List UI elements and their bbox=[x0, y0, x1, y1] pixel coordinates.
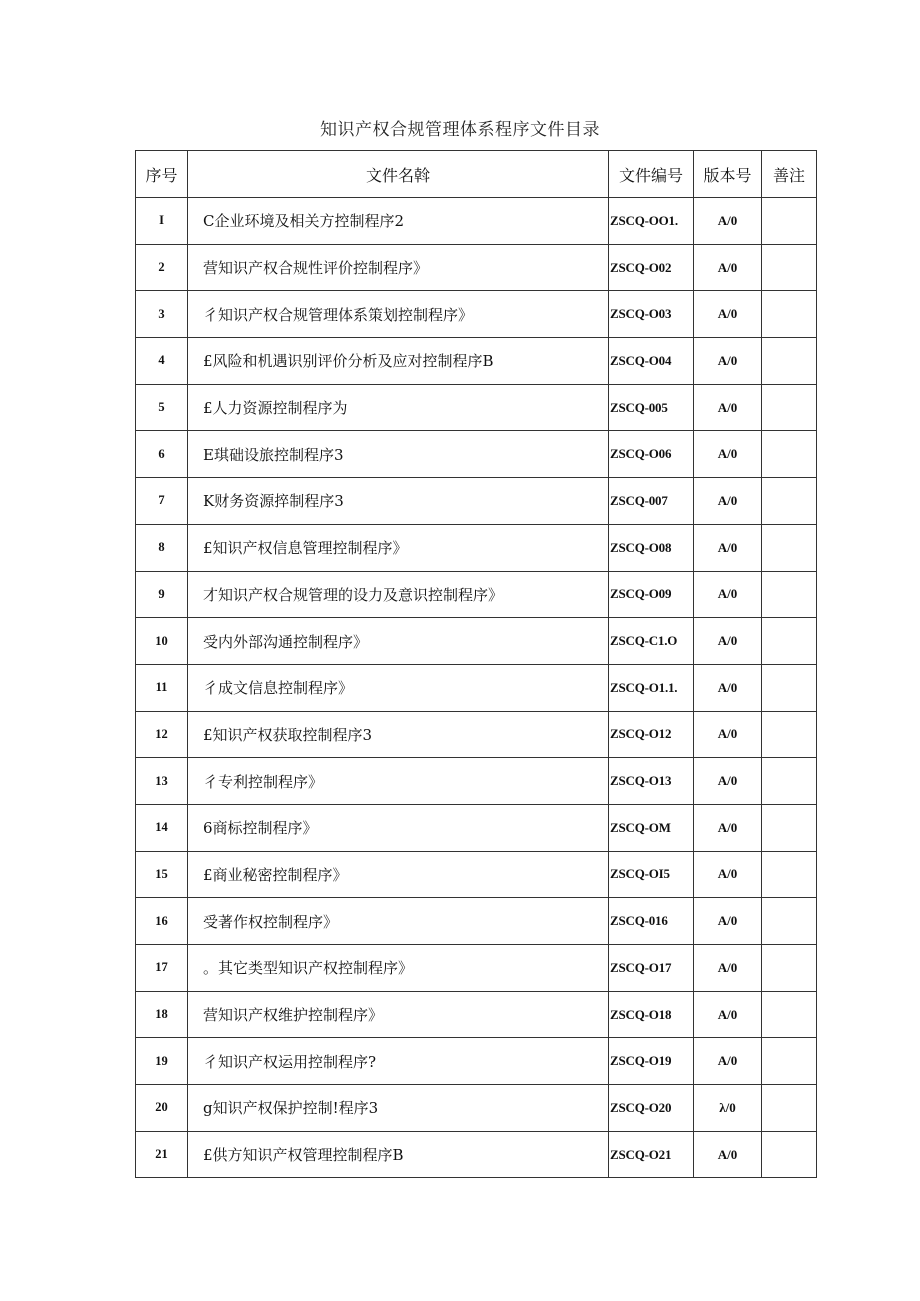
cell-seq: 6 bbox=[136, 431, 188, 478]
cell-seq: 2 bbox=[136, 244, 188, 291]
cell-code: ZSCQ-OO1. bbox=[609, 198, 694, 245]
cell-note bbox=[762, 338, 817, 385]
header-code: 文件编号 bbox=[609, 151, 694, 198]
cell-code: ZSCQ-O13 bbox=[609, 758, 694, 805]
table-row bbox=[136, 758, 817, 805]
table-body bbox=[136, 198, 817, 1178]
cell-name: K财务资源捽制程序3 bbox=[188, 478, 609, 525]
cell-version: A/0 bbox=[694, 291, 762, 338]
table-row bbox=[136, 1131, 817, 1178]
cell-name: £人力资源控制程序为 bbox=[188, 384, 609, 431]
cell-note bbox=[762, 384, 817, 431]
cell-code: ZSCQ-OI5 bbox=[609, 851, 694, 898]
cell-version: λ/0 bbox=[694, 1085, 762, 1132]
cell-note bbox=[762, 711, 817, 758]
cell-note bbox=[762, 1131, 817, 1178]
cell-code: ZSCQ-O12 bbox=[609, 711, 694, 758]
cell-version: A/0 bbox=[694, 711, 762, 758]
cell-seq: 14 bbox=[136, 804, 188, 851]
cell-seq: 17 bbox=[136, 945, 188, 992]
cell-code: ZSCQ-C1.O bbox=[609, 618, 694, 665]
cell-code: ZSCQ-O08 bbox=[609, 524, 694, 571]
cell-seq: 4 bbox=[136, 338, 188, 385]
cell-seq: 5 bbox=[136, 384, 188, 431]
cell-version: A/0 bbox=[694, 571, 762, 618]
cell-name: 营知识产权合规性评价控制程序》 bbox=[188, 244, 609, 291]
cell-seq: I bbox=[136, 198, 188, 245]
header-note: 善注 bbox=[762, 151, 817, 198]
cell-version: A/0 bbox=[694, 524, 762, 571]
table-row bbox=[136, 898, 817, 945]
cell-name: £知识产权获取控制程序3 bbox=[188, 711, 609, 758]
cell-name: 6商标控制程序》 bbox=[188, 804, 609, 851]
cell-note bbox=[762, 1085, 817, 1132]
cell-seq: 7 bbox=[136, 478, 188, 525]
table-row bbox=[136, 244, 817, 291]
cell-code: ZSCQ-OM bbox=[609, 804, 694, 851]
cell-name: 彳专利控制程序》 bbox=[188, 758, 609, 805]
table-row bbox=[136, 991, 817, 1038]
cell-version: A/0 bbox=[694, 384, 762, 431]
cell-code: ZSCQ-O06 bbox=[609, 431, 694, 478]
cell-note bbox=[762, 524, 817, 571]
header-name: 文件名斡 bbox=[188, 151, 609, 198]
cell-seq: 18 bbox=[136, 991, 188, 1038]
cell-code: ZSCQ-O02 bbox=[609, 244, 694, 291]
cell-note bbox=[762, 664, 817, 711]
cell-note bbox=[762, 618, 817, 665]
table-row bbox=[136, 1038, 817, 1085]
cell-note bbox=[762, 1038, 817, 1085]
cell-name: £供方知识产权管理控制程序B bbox=[188, 1131, 609, 1178]
cell-seq: 8 bbox=[136, 524, 188, 571]
header-seq: 序号 bbox=[136, 151, 188, 198]
cell-name: £商业秘密控制程序》 bbox=[188, 851, 609, 898]
table-row bbox=[136, 711, 817, 758]
cell-code: ZSCQ-007 bbox=[609, 478, 694, 525]
cell-code: ZSCQ-O19 bbox=[609, 1038, 694, 1085]
cell-name: £风险和机遇识别评价分析及应对控制程序B bbox=[188, 338, 609, 385]
cell-name: £知识产权信息管理控制程序》 bbox=[188, 524, 609, 571]
cell-name: 受著作权控制程序》 bbox=[188, 898, 609, 945]
cell-version: A/0 bbox=[694, 618, 762, 665]
cell-name: C企业环境及相关方控制程序2 bbox=[188, 198, 609, 245]
cell-code: ZSCQ-O04 bbox=[609, 338, 694, 385]
cell-seq: 11 bbox=[136, 664, 188, 711]
cell-name: 营知识产权维护控制程序》 bbox=[188, 991, 609, 1038]
cell-name: g知识产权保护控制!程序3 bbox=[188, 1085, 609, 1132]
cell-note bbox=[762, 478, 817, 525]
table-header-row bbox=[136, 151, 817, 198]
cell-note bbox=[762, 758, 817, 805]
cell-name: 受内外部沟通控制程序》 bbox=[188, 618, 609, 665]
cell-version: A/0 bbox=[694, 758, 762, 805]
cell-code: ZSCQ-O18 bbox=[609, 991, 694, 1038]
cell-version: A/0 bbox=[694, 1038, 762, 1085]
cell-note bbox=[762, 431, 817, 478]
cell-version: A/0 bbox=[694, 244, 762, 291]
table-row bbox=[136, 1085, 817, 1132]
cell-code: ZSCQ-O03 bbox=[609, 291, 694, 338]
table-row bbox=[136, 571, 817, 618]
cell-note bbox=[762, 571, 817, 618]
cell-code: ZSCQ-O1.1. bbox=[609, 664, 694, 711]
table-row bbox=[136, 198, 817, 245]
cell-name: 彳知识产权合规管理体系策划控制程序》 bbox=[188, 291, 609, 338]
cell-name: E琪础设旅控制程序3 bbox=[188, 431, 609, 478]
document-catalog-table bbox=[135, 150, 817, 1178]
cell-version: A/0 bbox=[694, 1131, 762, 1178]
cell-version: A/0 bbox=[694, 991, 762, 1038]
cell-note bbox=[762, 991, 817, 1038]
cell-version: A/0 bbox=[694, 804, 762, 851]
table-row bbox=[136, 291, 817, 338]
cell-note bbox=[762, 198, 817, 245]
table-row bbox=[136, 478, 817, 525]
cell-code: ZSCQ-O20 bbox=[609, 1085, 694, 1132]
cell-version: A/0 bbox=[694, 945, 762, 992]
cell-note bbox=[762, 244, 817, 291]
cell-code: ZSCQ-O09 bbox=[609, 571, 694, 618]
cell-seq: 9 bbox=[136, 571, 188, 618]
cell-version: A/0 bbox=[694, 478, 762, 525]
table-row bbox=[136, 431, 817, 478]
cell-note bbox=[762, 898, 817, 945]
cell-seq: 3 bbox=[136, 291, 188, 338]
table-row bbox=[136, 338, 817, 385]
cell-name: 才知识产权合规管理的设力及意识控制程序》 bbox=[188, 571, 609, 618]
table-row bbox=[136, 945, 817, 992]
cell-code: ZSCQ-016 bbox=[609, 898, 694, 945]
table-row bbox=[136, 804, 817, 851]
cell-name: 。其它类型知识产权控制程序》 bbox=[188, 945, 609, 992]
cell-version: A/0 bbox=[694, 338, 762, 385]
cell-seq: 20 bbox=[136, 1085, 188, 1132]
table-row bbox=[136, 851, 817, 898]
header-version: 版本号 bbox=[694, 151, 762, 198]
cell-note bbox=[762, 291, 817, 338]
cell-version: A/0 bbox=[694, 851, 762, 898]
cell-seq: 12 bbox=[136, 711, 188, 758]
cell-seq: 13 bbox=[136, 758, 188, 805]
page-title: 知识产权合规管理体系程序文件目录 bbox=[320, 120, 600, 140]
cell-note bbox=[762, 851, 817, 898]
cell-version: A/0 bbox=[694, 431, 762, 478]
cell-seq: 21 bbox=[136, 1131, 188, 1178]
cell-version: A/0 bbox=[694, 898, 762, 945]
cell-version: A/0 bbox=[694, 664, 762, 711]
cell-seq: 10 bbox=[136, 618, 188, 665]
cell-code: ZSCQ-O17 bbox=[609, 945, 694, 992]
cell-version: A/0 bbox=[694, 198, 762, 245]
cell-name: 彳成文信息控制程序》 bbox=[188, 664, 609, 711]
cell-code: ZSCQ-O21 bbox=[609, 1131, 694, 1178]
table-row bbox=[136, 384, 817, 431]
table-row bbox=[136, 618, 817, 665]
cell-note bbox=[762, 945, 817, 992]
table-row bbox=[136, 524, 817, 571]
cell-seq: 19 bbox=[136, 1038, 188, 1085]
cell-code: ZSCQ-005 bbox=[609, 384, 694, 431]
cell-note bbox=[762, 804, 817, 851]
cell-seq: 15 bbox=[136, 851, 188, 898]
cell-name: 彳知识产权运用控制程序? bbox=[188, 1038, 609, 1085]
cell-seq: 16 bbox=[136, 898, 188, 945]
table-row bbox=[136, 664, 817, 711]
